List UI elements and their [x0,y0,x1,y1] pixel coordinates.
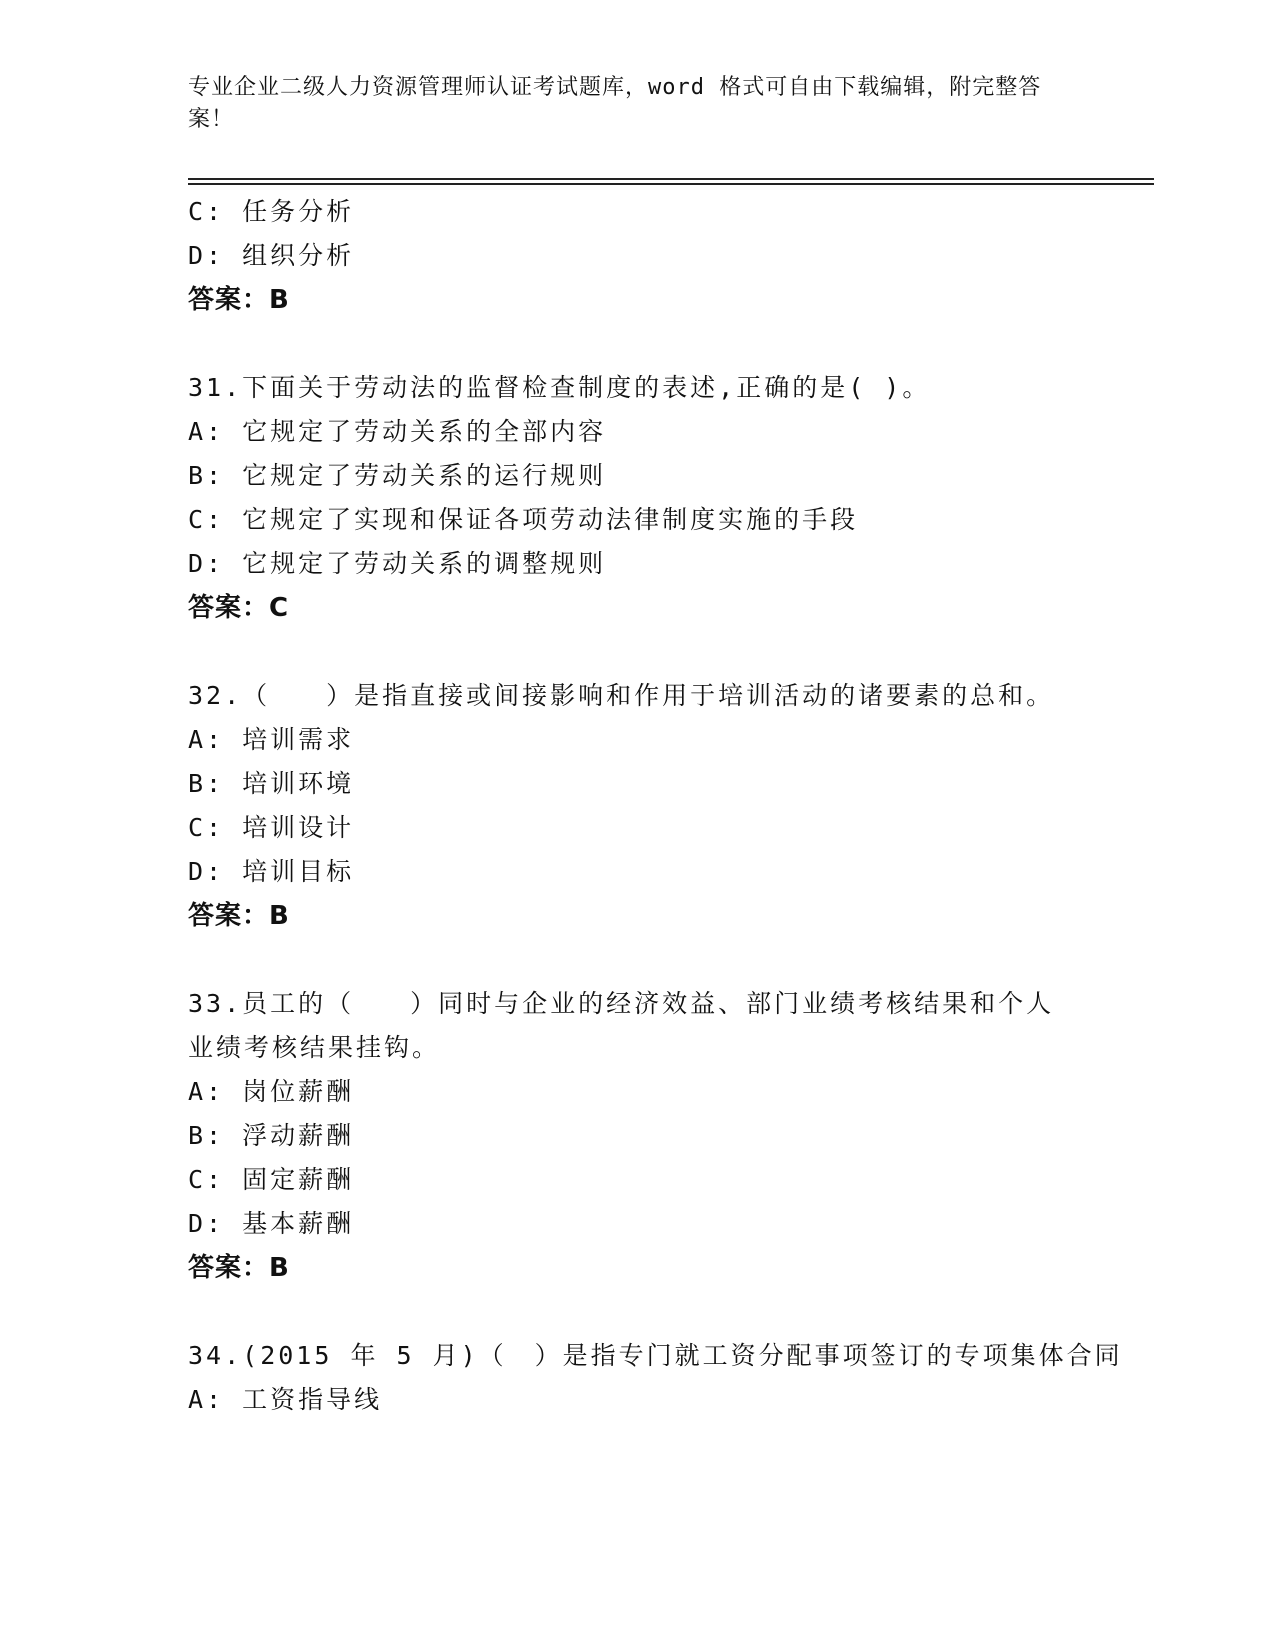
header-divider-top [188,178,1154,180]
option-a: A: 工资指导线 [188,1385,383,1414]
option-b: B: 培训环境 [188,769,355,798]
question-stem: 34.(2015 年 5 月)（ ）是指专门就工资分配事项签订的专项集体合同 [188,1341,1123,1370]
question-stem: 32.（ ）是指直接或间接影响和作用于培训活动的诸要素的总和。 [188,681,1055,710]
option-a: A: 培训需求 [188,725,355,754]
question-stem: 33.员工的（ ）同时与企业的经济效益、部门业绩考核结果和个人 [188,989,1055,1018]
option-b: B: 浮动薪酬 [188,1121,355,1150]
option-a: A: 岗位薪酬 [188,1077,355,1106]
option-d: D: 基本薪酬 [188,1209,355,1238]
document-header: 专业企业二级人力资源管理师认证考试题库，word 格式可自由下载编辑，附完整答案！ [188,75,1042,132]
answer-line: 答案：B [188,285,290,315]
option-c: C: 它规定了实现和保证各项劳动法律制度实施的手段 [188,505,859,534]
answer-line: 答案：B [188,1253,290,1283]
option-d: D: 组织分析 [188,241,355,270]
option-a: A: 它规定了劳动关系的全部内容 [188,417,607,446]
answer-line: 答案：B [188,901,290,931]
answer-line: 答案：C [188,593,290,623]
option-c: C: 培训设计 [188,813,355,842]
header-divider-bottom [188,183,1154,185]
option-c: C: 固定薪酬 [188,1165,355,1194]
option-b: B: 它规定了劳动关系的运行规则 [188,461,607,490]
question-stem: 31.下面关于劳动法的监督检查制度的表述,正确的是( )。 [188,373,931,402]
option-c: C: 任务分析 [188,197,355,226]
option-d: D: 它规定了劳动关系的调整规则 [188,549,607,578]
question-stem-continued: 业绩考核结果挂钩。 [188,1033,441,1062]
option-d: D: 培训目标 [188,857,355,886]
